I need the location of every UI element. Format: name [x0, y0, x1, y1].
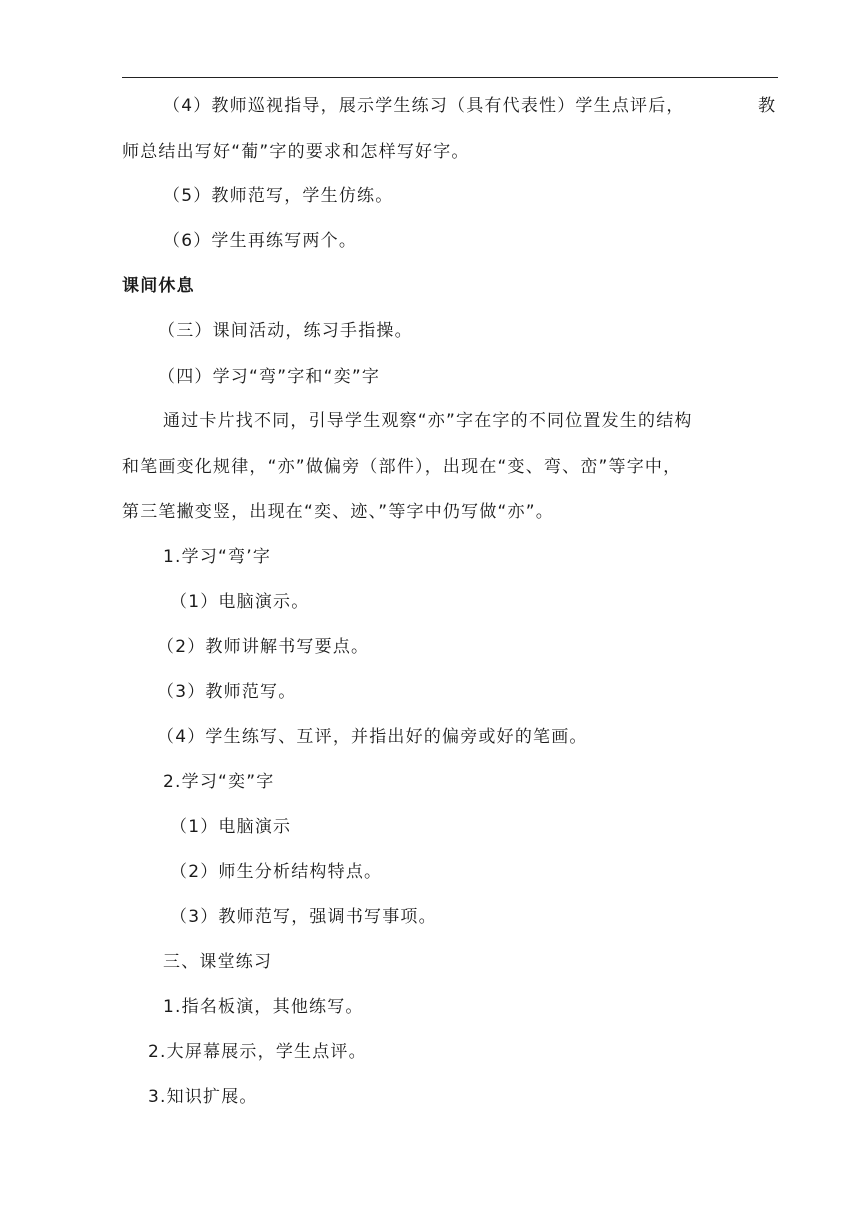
- text-line: （三）课间活动，练习手指操。: [158, 321, 413, 341]
- text-line: （1）电脑演示。: [170, 592, 310, 612]
- text-line: （5）教师范写，学生仿练。: [163, 186, 394, 206]
- text-line: 3.知识扩展。: [148, 1087, 258, 1107]
- text-line: 三、课堂练习: [163, 952, 273, 972]
- text-line: （3）教师范写，强调书写事项。: [170, 907, 437, 927]
- text-line: （2）教师讲解书写要点。: [157, 637, 370, 657]
- text-line: （2）师生分析结构特点。: [170, 862, 383, 882]
- text-line: （4）学生练写、互评，并指出好的偏旁或好的笔画。: [157, 727, 588, 747]
- text-line: （1）电脑演示: [170, 817, 292, 837]
- text-line: 1.学习“弯’字: [163, 547, 272, 567]
- text-line: 2.学习“奕”字: [163, 772, 275, 792]
- text-line: 1.指名板演，其他练写。: [163, 997, 364, 1017]
- text-line: 和笔画变化规律，“亦”做偏旁（部件），出现在“变、弯、峦”等字中，: [122, 457, 682, 477]
- text-line: （4）教师巡视指导，展示学生练习（具有代表性）学生点评后，: [163, 96, 685, 116]
- text-line: （6）学生再练写两个。: [163, 231, 358, 251]
- text-line: 2.大屏幕展示，学生点评。: [148, 1042, 367, 1062]
- text-line: 师总结出写好“葡”字的要求和怎样写好字。: [122, 142, 470, 162]
- text-line: （3）教师范写。: [157, 682, 297, 702]
- text-line: 教: [758, 96, 777, 116]
- header-rule: [122, 77, 778, 78]
- text-line: 第三笔撇变竖，出现在“奕、迹、”等字中仍写做“亦”。: [122, 502, 554, 522]
- text-line: 通过卡片找不同，引导学生观察“亦”字在字的不同位置发生的结构: [163, 411, 693, 431]
- section-heading: 课间休息: [122, 276, 195, 296]
- text-line: （四）学习“弯”字和“奕”字: [158, 367, 381, 387]
